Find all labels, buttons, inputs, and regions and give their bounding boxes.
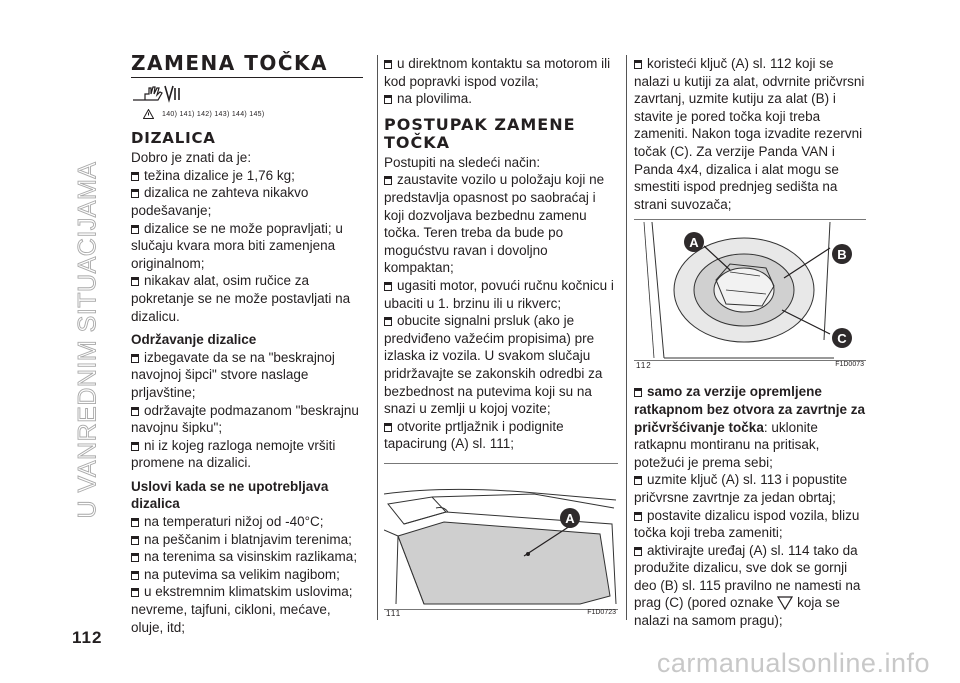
checkbox-bullet-icon [384, 423, 392, 432]
watermark: carmanualsonline.info [656, 648, 930, 678]
checkbox-bullet-icon [131, 442, 139, 451]
heading-dizalica: DIZALICA [131, 128, 216, 147]
column-2 [384, 55, 618, 619]
list-item: nikakav alat, osim ručice za pokretanje se ne može postavljati na dizalicu. [131, 273, 351, 324]
checkbox-bullet-icon [634, 60, 642, 69]
checkbox-bullet-icon [131, 407, 139, 416]
trunk-illustration [384, 464, 618, 609]
list-item: obucite signalni prsluk (ako je predviđeno važećim propisima) pre izlaska iz vozila. U svakom slučaju pridržavajte se zakonskih odredbi za bezbednost na putevima koji su na snazi u zemlji u kojoj vozite; [384, 313, 603, 417]
checkbox-bullet-icon [131, 588, 139, 597]
list-item: na plovilima. [384, 90, 618, 108]
checkbox-bullet-icon [384, 60, 392, 69]
list-item: na peščanim i blatnjavim terenima; [131, 531, 363, 549]
checkbox-bullet-icon [634, 512, 642, 521]
heading-uslovi: Uslovi kada se ne upotrebljava dizalica [131, 478, 329, 512]
list-item: na temperaturi nižoj od -40°C; [131, 513, 363, 531]
list-item: otvorite prtljažnik i podignite tapacirung (A) sl. 111; [384, 418, 564, 452]
list-item: ni iz kojeg razloga nemojte vršiti promene na dizalici. [131, 437, 336, 471]
list-item: ugasiti motor, povući ručnu kočnicu i ubaciti u 1. brzinu ili u rikverc; [384, 277, 614, 311]
checkbox-bullet-icon [131, 189, 139, 198]
title-rule [131, 77, 363, 78]
list-item: težina dizalice je 1,76 kg; [131, 167, 363, 185]
column-3 [634, 55, 866, 630]
list-item: uzmite ključ (A) sl. 113 i popustite pričvrsne zavrtnje za jedan obrtaj; [634, 472, 848, 505]
figure-code: F1D0073 [835, 360, 864, 368]
list-item: postavite dizalicu ispod vozila, blizu točka koji treba zameniti; [634, 507, 860, 541]
list-item: izbegavate da se na "beskrajnoj navojnoj šipci" stvore naslage prljavštine; [131, 349, 335, 400]
checkbox-bullet-icon [131, 571, 139, 580]
marker-triangle-icon [777, 596, 793, 610]
list-item: aktivirajte uređaj (A) sl. 114 tako da produžite dizalicu, sve dok se gornji deo (B) sl. 115 pravilno ne namesti na prag (C) (pored oznake koja se nalazi na samom pragu); [634, 542, 861, 629]
warning-refs [143, 106, 265, 124]
list-item: na terenima sa visinskim razlikama; [131, 548, 363, 566]
list-item: u ekstremnim klimatskim uslovima; nevreme, tajfuni, cikloni, mećave, oluje, itd; [131, 584, 353, 635]
section-title: ZAMENA TOČKA [131, 51, 329, 75]
service-manual-hand-icon [131, 84, 183, 104]
checkbox-bullet-icon [131, 518, 139, 527]
page-number: 112 [72, 628, 103, 647]
figure-111 [384, 463, 618, 619]
checkbox-bullet-icon [131, 225, 139, 234]
heading-postupak: POSTUPAK ZAMENE TOČKA [384, 114, 576, 152]
checkbox-bullet-icon [634, 547, 642, 556]
checkbox-bullet-icon [131, 536, 139, 545]
figure-112 [634, 219, 866, 370]
checkbox-bullet-icon [384, 176, 392, 185]
paragraph: Postupiti na sledeći način: [384, 154, 541, 170]
checkbox-bullet-icon [131, 277, 139, 286]
warning-icons-row [131, 84, 363, 118]
spare-wheel-illustration [634, 220, 866, 360]
checkbox-bullet-icon [131, 354, 139, 363]
checkbox-bullet-icon [131, 553, 139, 562]
column-divider [377, 55, 378, 620]
list-item: samo za verzije opremljene ratkapnom bez otvora za zavrtnje za pričvršćivanje točka: uklonite ratkapnu montiranu na pritisak, potežući je prema sebi; [634, 384, 866, 470]
checkbox-bullet-icon [384, 282, 392, 291]
checkbox-bullet-icon [634, 388, 642, 397]
reference-numbers: 140) 141) 142) 143) 144) 145) [162, 110, 265, 118]
column-divider [626, 55, 627, 620]
checkbox-bullet-icon [384, 317, 392, 326]
checkbox-bullet-icon [384, 95, 392, 104]
heading-odrzavanje: Održavanje dizalice [131, 332, 257, 348]
warning-triangle-icon [143, 109, 154, 119]
figure-code: F1D0723 [587, 609, 616, 617]
section-side-tab: U VANREDNIM SITUACIJAMA [73, 161, 102, 519]
list-item: na putevima sa velikim nagibom; [131, 566, 363, 584]
list-item: u direktnom kontaktu sa motorom ili kod popravki ispod vozila; [384, 56, 611, 89]
column-1 [131, 51, 363, 636]
list-item: zaustavite vozilo u položaju koji ne predstavlja opasnost po saobraćaj i koji dozvoljava bezbednu zamenu točka. Teren treba da bude po mogućstvu ravan i dovoljno kompaktan; [384, 172, 605, 276]
figure-number: 111 [386, 609, 402, 619]
checkbox-bullet-icon [634, 476, 642, 485]
checkbox-bullet-icon [131, 172, 139, 181]
figure-label-b: B [837, 247, 847, 263]
list-item: održavajte podmazanom "beskrajnu navojnu šipku"; [131, 402, 359, 436]
figure-number: 112 [636, 360, 652, 370]
list-item: dizalice se ne može popravljati; u slučaju kvara mora biti zamenjena originalnom; [131, 220, 343, 271]
figure-label-a: A [689, 235, 699, 251]
figure-label-a: A [565, 510, 575, 526]
list-item: koristeći ključ (A) sl. 112 koji se nalazi u kutiji za alat, odvrnite pričvrsni zavrtanj, uzmite kutiju za alat (B) i stavite je pored točka koji treba zameniti. Nakon toga izvadite rezervni točak (C). Za verzije Panda VAN i Panda 4x4, dizalica i alat mogu se smestiti ispod prednjeg sedišta na strani suvozača; [634, 56, 865, 212]
list-item: dizalica ne zahteva nikakvo podešavanje; [131, 185, 309, 218]
paragraph: Dobro je znati da je: [131, 150, 252, 166]
figure-label-c: C [837, 331, 847, 347]
